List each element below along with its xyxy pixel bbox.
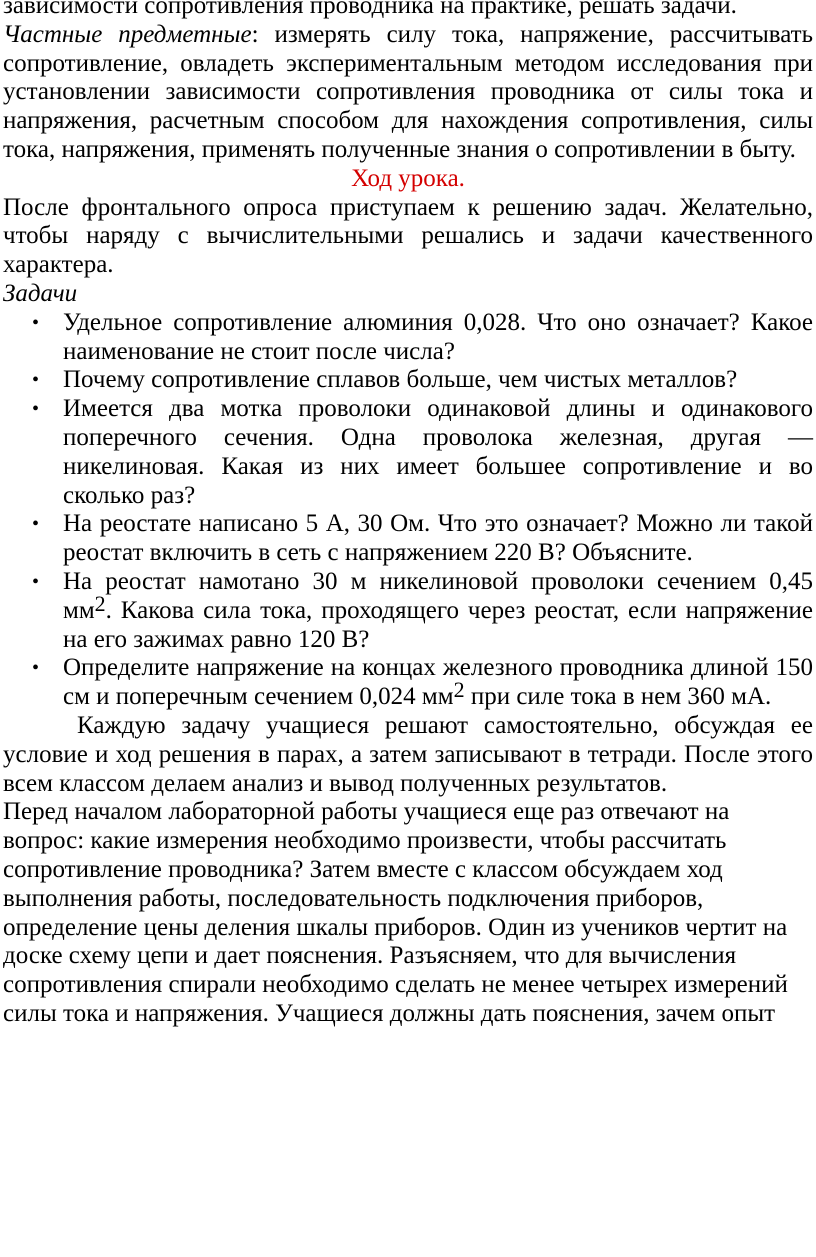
task-text: Почему сопротивление сплавов больше, чем чистых металлов?: [63, 366, 738, 394]
task-item: [32, 308, 813, 367]
task-text-end: при силе тока в нем 360 мА.: [464, 683, 772, 711]
private-objectives-text: : измерять силу тока, напряжение, рассчитывать сопротивление, овладеть экспериментальным методом исследования при установлении зависимости сопротивления проводника от силы тока и напряжения, расчетным способом для нахождения сопротивления, силы тока, напряжения, применять полученные знания о сопротивлении в быту.: [3, 20, 813, 163]
bullet-icon: •: [32, 311, 40, 334]
lesson-paragraph-2: Каждую задачу учащиеся решают самостоятельно, обсуждая ее условие и ход решения в парах, а затем записывают в тетради. После этого всем классом делаем анализ и вывод полученных результатов.: [3, 711, 813, 797]
lesson-paragraph-1: После фронтального опроса приступаем к решению задач. Желательно, чтобы наряду с вычислительными решались и задачи качественного характера.: [3, 193, 813, 279]
task-text: Имеется два мотка проволоки одинаковой длины и одинакового поперечного сечения. Одна проволока железная, другая — никелиновая. Какая из них имеет большее сопротивление и во сколько раз?: [63, 395, 813, 509]
lesson-paragraph-3: Перед началом лабораторной работы учащиеся еще раз отвечают на вопрос: какие измерения необходимо произвести, чтобы рассчитать сопротивление проводника? Затем вместе с классом обсуждаем ход выполнения работы, последовательность подключения приборов, определение цены деления шкалы приборов. Один из учеников чертит на доске схему цепи и дает пояснения. Разъясняем, что для вычисления сопротивления спирали необходимо сделать не менее четырех измерений силы тока и напряжения. Учащиеся должны дать пояснения, зачем опыт: [3, 798, 788, 1027]
task-item: [32, 366, 813, 395]
task-text: На реостате написано 5 А, 30 Ом. Что это означает? Можно ли такой реостат включить в сеть с напряжением 220 В? Объясните.: [63, 510, 813, 567]
superscript: 2: [94, 590, 106, 616]
private-objectives-paragraph: [3, 21, 813, 165]
bullet-icon: •: [32, 570, 40, 593]
private-objectives-label: Частные предметные: [3, 20, 252, 48]
task-text-start: Определите напряжение на концах железного проводника длиной 150 см и поперечным сечением 0,024 мм: [63, 654, 813, 711]
bullet-icon: •: [32, 398, 40, 421]
superscript: 2: [453, 677, 465, 703]
task-item: [32, 395, 813, 510]
lesson-title: Ход урока.: [351, 164, 465, 192]
bullet-icon: •: [32, 369, 40, 392]
task-text-end: . Какова сила тока, проходящего через реостат, если напряжение на его зажимах равно 120 В?: [63, 596, 813, 653]
bullet-icon: •: [32, 513, 40, 536]
intro-paragraph: зависимости сопротивления проводника на практике, решать задачи.: [3, 0, 737, 19]
tasks-list: [3, 309, 813, 712]
task-item: [32, 567, 813, 654]
bullet-icon: •: [32, 657, 40, 680]
task-text: Удельное сопротивление алюминия 0,028. Что оно означает? Какое наименование не стоит после числа?: [63, 308, 813, 365]
task-text-start: На реостат намотано 30 м никелиновой проволоки сечением 0,45 мм: [63, 567, 813, 624]
task-item: [32, 510, 813, 568]
task-item: [32, 654, 813, 712]
tasks-heading: Задачи: [3, 279, 78, 307]
